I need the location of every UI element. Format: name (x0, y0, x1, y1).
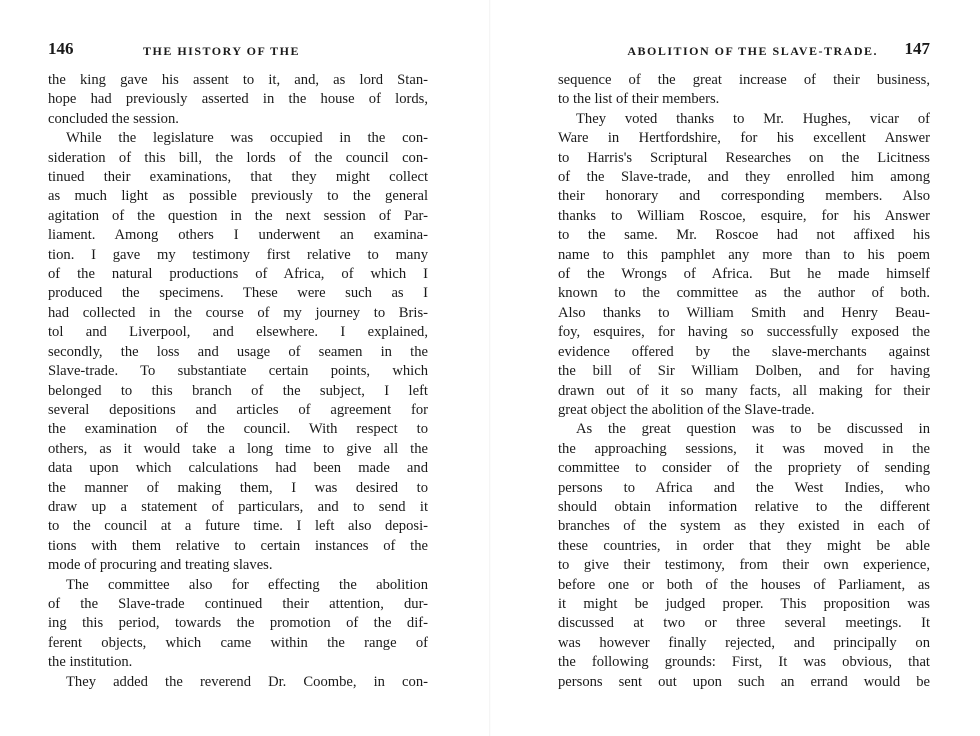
text-line: They voted thanks to Mr. Hughes, vicar of (576, 110, 930, 127)
text-line: their honorary and corresponding members. Also (558, 188, 930, 205)
text-line: hope had previously asserted in the house of lords, (48, 91, 428, 108)
text-line: to the same. Mr. Roscoe had not affixed his (558, 227, 930, 244)
text-line: these countries, in order that they might be able (558, 537, 930, 554)
text-line: liament. Among others I underwent an examina- (48, 227, 428, 244)
text-line: to the list of their members. (558, 91, 720, 108)
text-line: secondly, the loss and usage of seamen in the (48, 343, 428, 360)
text-line: others, as it would take a long time to give all the (48, 440, 428, 457)
text-line: before one or both of the houses of Parliament, as (558, 576, 930, 593)
text-line: of the natural productions of Africa, of which I (48, 266, 428, 283)
text-line: As the great question was to be discussed in (576, 421, 930, 438)
text-line: of the Wrongs of Africa. But he made himself (558, 266, 930, 283)
text-line: ing this period, towards the promotion of the dif- (48, 615, 428, 632)
text-line: tion. I gave my testimony first relative to many (48, 246, 428, 263)
text-line: discussed at two or three several meetings. It (558, 615, 930, 632)
text-line: of the Slave-trade continued their attention, dur- (48, 595, 428, 612)
right-page-number: 147 (904, 39, 930, 58)
text-line: name to this pamphlet any more than to his poem (558, 246, 930, 263)
text-line: The committee also for effecting the abolition (66, 576, 428, 593)
text-line: While the legislature was occupied in the con- (66, 130, 428, 147)
text-line: the institution. (48, 654, 133, 671)
text-line: evidence offered by the slave-merchants against (558, 343, 930, 360)
text-line: the approaching sessions, it was moved in the (558, 440, 930, 457)
text-line: tol and Liverpool, and elsewhere. I explained, (48, 324, 428, 341)
text-line: produced the specimens. These were such as I (48, 285, 428, 302)
text-line: to give their testimony, from their own experience, (558, 557, 930, 574)
text-line: draw up a statement of particulars, and to send it (48, 498, 428, 515)
text-line: foy, esquires, for having so successfully exposed the (558, 324, 930, 341)
text-line: of the Slave-trade, and they enrolled him among (558, 169, 930, 186)
left-page-header (48, 39, 428, 66)
text-line: persons to Africa and the West Indies, who (558, 479, 930, 496)
right-page (490, 0, 980, 736)
text-line: to the council at a future time. I left also deposi- (48, 518, 428, 535)
text-line: drawn out of it so many facts, all making for their (558, 382, 930, 399)
text-line: was however finally rejected, and principally on (558, 634, 930, 651)
text-line: branches of the system as they existed in each of (558, 518, 930, 535)
text-line: tinued their examinations, that they might collect (48, 169, 428, 186)
left-page-text (48, 71, 428, 692)
right-page-header (558, 39, 930, 66)
text-line: Ware in Hertfordshire, for his excellent Answer (558, 130, 930, 147)
left-running-head: THE HISTORY OF THE (143, 44, 300, 58)
text-line: sequence of the great increase of their business, (558, 72, 930, 88)
text-line: Also thanks to William Smith and Henry Beau- (558, 304, 930, 321)
text-line: belonged to this branch of the subject, I left (48, 382, 428, 399)
text-line: Slave-trade. To substantiate certain points, which (48, 363, 428, 380)
text-line: data upon which calculations had been made and (48, 460, 428, 477)
text-line: the bill of Sir William Dolben, and for having (558, 363, 930, 380)
text-line: concluded the session. (48, 110, 179, 127)
text-line: They added the reverend Dr. Coombe, in con- (66, 673, 428, 690)
right-page-text (558, 71, 930, 692)
text-line: the examination of the council. With respect to (48, 421, 428, 438)
text-line: the following grounds: First, It was obvious, that (558, 654, 930, 671)
text-line: several depositions and articles of agreement for (48, 401, 428, 418)
text-line: tions with them relative to certain instances of the (48, 537, 428, 554)
text-line: committee to consider of the propriety of sending (558, 460, 930, 477)
text-line: mode of procuring and treating slaves. (48, 557, 273, 574)
text-line: the manner of making them, I was desired to (48, 479, 428, 496)
text-line: the king gave his assent to it, and, as lord Stan- (48, 72, 428, 88)
text-line: known to the committee as the author of both. (558, 285, 930, 302)
text-line: should obtain information relative to the different (558, 498, 930, 515)
text-line: persons sent out upon such an errand would be (558, 673, 930, 690)
text-line: as much light as possible previously to the general (48, 188, 428, 205)
left-page-number: 146 (48, 39, 74, 58)
text-line: had collected in the course of my journey to Bris- (48, 304, 428, 321)
text-line: sideration of this bill, the lords of the council con- (48, 149, 428, 166)
text-line: ferent objects, which came within the range of (48, 634, 428, 651)
text-line: thanks to William Roscoe, esquire, for his Answer (558, 207, 930, 224)
text-line: it might be judged proper. This proposition was (558, 595, 930, 612)
text-line: to Harris's Scriptural Researches on the Licitness (558, 149, 930, 166)
right-running-head: ABOLITION OF THE SLAVE-TRADE. (627, 44, 878, 58)
text-line: agitation of the question in the next session of Par- (48, 207, 428, 224)
text-line: great object the abolition of the Slave-trade. (558, 401, 815, 418)
